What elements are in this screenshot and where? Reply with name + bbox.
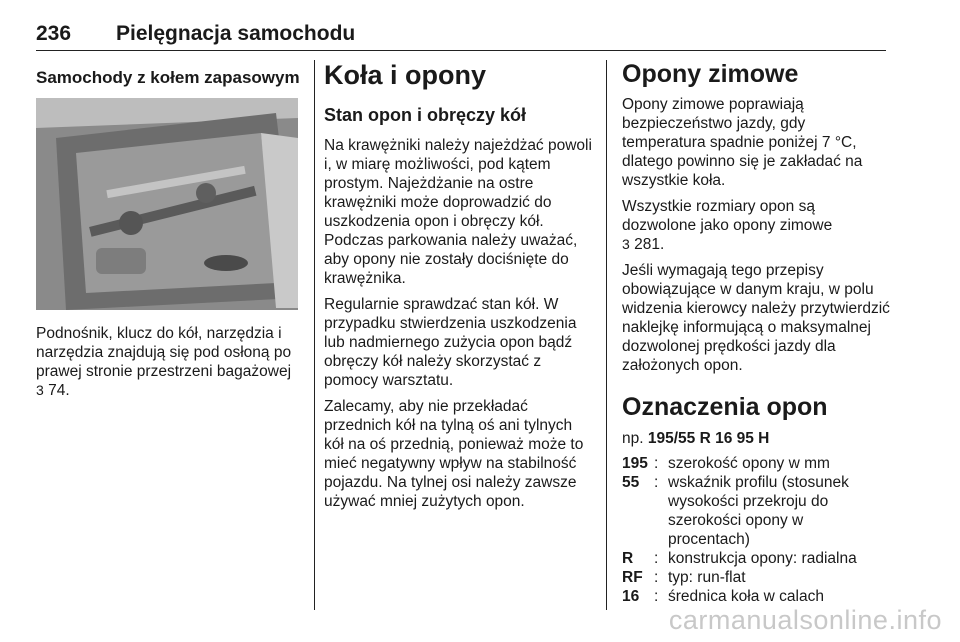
cross-reference-icon: 3 [622, 236, 630, 252]
table-row: 16 : średnica koła w calach [622, 588, 824, 605]
page-reference: 74. [48, 382, 70, 399]
paragraph: Wszystkie rozmiary opon są dozwolone jako opony zimowe 3 281. [622, 198, 833, 253]
section-title-winter-tyres: Opony zimowe [622, 60, 799, 88]
page-number: 236 [36, 22, 72, 45]
column-wheels-tyres [324, 60, 592, 518]
watermark: carmanualsonline.info [668, 605, 942, 635]
paragraph: Na krawężniki należy najeżdżać powoli i, w miarę możliwości, pod kątem prostym. Najeżdżanie na ostre krawężniki może doprowadzić do uszkodzenia opon i obręczy kół. Podczas parkowania należy uważać, aby opony nie zostały dociśnięte do krawężnika. [324, 137, 592, 287]
trunk-tools-photo [36, 98, 298, 310]
page-reference: 281. [634, 236, 665, 253]
paragraph: Zalecamy, aby nie przekładać przednich kół na tylną oś ani tylnych kół na oś przednią, ponieważ może to mieć negatywny wpływ na stabilność pojazdu. Na tylnej osi należy zawsze używać mniej zużytych opon. [324, 398, 584, 510]
column-spare-wheel [36, 60, 300, 407]
table-row: 55 : wskaźnik profilu (stosunek wysokości przekroju do szerokości opony w procentach) [622, 474, 849, 548]
subsection-title-tyre-condition: Stan opon i obręczy kół [324, 105, 527, 125]
page-header [36, 10, 886, 51]
paragraph: Jeśli wymagają tego przepisy obowiązujące w danym kraju, w polu widzenia kierowcy należy przytwierdzić naklejkę informującą o maksymalnej dozwolonej prędkości jazdy dla założonych opon. [622, 262, 890, 374]
photo-caption: Podnośnik, klucz do kół, narzędzia i narzędzia znajdują się pod osłoną po prawej stronie przestrzeni bagażowej 3 74. [36, 325, 292, 399]
table-row: 195 : szerokość opony w mm [622, 455, 830, 472]
paragraph: Regularnie sprawdzać stan kół. W przypadku stwierdzenia uszkodzenia lub nadmiernego zużycia opon bądź obręczy kół należy skorzystać z pomocy warsztatu. [324, 296, 577, 389]
cross-reference-icon: 3 [36, 382, 44, 398]
tyre-code-table [622, 454, 888, 606]
section-title-wheels-tyres: Koła i opony [324, 60, 486, 90]
paragraph: Opony zimowe poprawiają bezpieczeństwo jazdy, gdy temperatura spadnie poniżej 7 °C, dlatego powinno się je zakładać na wszystkie koła. [622, 96, 863, 189]
table-row: RF : typ: run-flat [622, 569, 746, 586]
column-divider [606, 60, 607, 610]
column-divider [314, 60, 315, 610]
tyre-code-example: np. 195/55 R 16 95 H [622, 430, 770, 447]
section-heading-spare-wheel: Samochody z kołem zapasowym [36, 68, 300, 87]
section-title-tyre-markings: Oznaczenia opon [622, 393, 828, 421]
page-title: Pielęgnacja samochodu [116, 22, 356, 45]
column-winter-tyres [622, 60, 892, 606]
table-row: R : konstrukcja opony: radialna [622, 550, 857, 567]
